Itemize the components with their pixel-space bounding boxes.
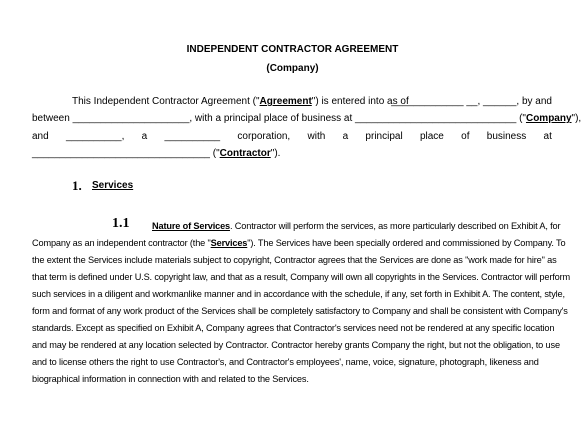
subsection-title: Nature of Services <box>152 221 230 231</box>
section-title: Services <box>92 180 134 191</box>
intro-line-3 <box>32 131 552 143</box>
body-line: that term is defined under U.S. copyright law, and that as a result, Company will own all copyrights in the Services. Contractor will perform <box>32 272 571 282</box>
intro-line-2 <box>32 113 582 125</box>
body-line: such services in a diligent and workmanlike manner and in accordance with the schedule, if any, set forth in Exhibit A. The content, style, <box>32 289 565 299</box>
agreement-term: Agreement <box>259 96 312 107</box>
body-line: biographical information in connection with and related to the Services. <box>32 374 309 384</box>
intro-word: __________ <box>164 131 221 142</box>
document-title: INDEPENDENT CONTRACTOR AGREEMENT <box>186 44 399 55</box>
intro-text: ________________________________ (" <box>32 148 220 159</box>
intro-text: ") is entered into as of <box>311 96 409 107</box>
intro-text: "). <box>270 148 281 159</box>
intro-word: principal <box>365 131 403 142</box>
body-text: . Contractor will perform the services, as more particularly described on Exhibit A, for <box>229 221 561 231</box>
intro-word: and <box>32 131 49 142</box>
date-blank: _____________ __, ______, by and <box>391 96 552 107</box>
intro-word: a <box>342 131 349 142</box>
intro-word: of <box>461 131 470 142</box>
intro-word: __________, <box>65 131 125 142</box>
body-line: form and format of any work product of the Services shall be completely satisfactory to Company and shall be consistent with Company's <box>32 306 568 316</box>
services-term: Services <box>210 238 248 248</box>
subsection-line-1 <box>152 220 561 232</box>
intro-line-4 <box>32 148 552 160</box>
body-line: the extent the Services include materials subject to copyright, Contractor agrees that the Services are done as "work made for hire" as <box>32 255 557 265</box>
body-line: and to license others the right to use Contractor's, and Contractor's employees', name, voice, signature, photograph, likeness and <box>32 357 539 367</box>
intro-text: between _____________________, with a principal place of business at _____________________________ (" <box>32 113 526 124</box>
company-term: Company <box>525 113 572 124</box>
subsection-number: 1.1 <box>112 216 130 231</box>
contractor-term: Contractor <box>219 148 271 159</box>
intro-line-1 <box>32 96 552 108</box>
document-subtitle: (Company) <box>266 63 319 74</box>
intro-text: This Independent Contractor Agreement (" <box>72 96 260 107</box>
intro-word: with <box>307 131 326 142</box>
intro-word: at <box>543 131 552 142</box>
subsection-line-2 <box>32 237 566 249</box>
section-number: 1. <box>72 178 82 193</box>
intro-word: place <box>419 131 444 142</box>
body-line: and may be rendered at any location selected by Contractor. Contractor hereby grants Company the right, but not the obligation, to use <box>32 340 560 350</box>
intro-word: corporation, <box>237 131 291 142</box>
body-line: standards. Except as specified on Exhibit A, Company agrees that Contractor's services need not be rendered at any specific location <box>32 323 555 333</box>
intro-word: a <box>141 131 148 142</box>
body-text: "). The Services have been specially ordered and commissioned by Company. To <box>247 238 566 248</box>
intro-text: "), <box>571 113 582 124</box>
body-text: Company as an independent contractor (the " <box>32 238 211 248</box>
intro-word: business <box>486 131 527 142</box>
